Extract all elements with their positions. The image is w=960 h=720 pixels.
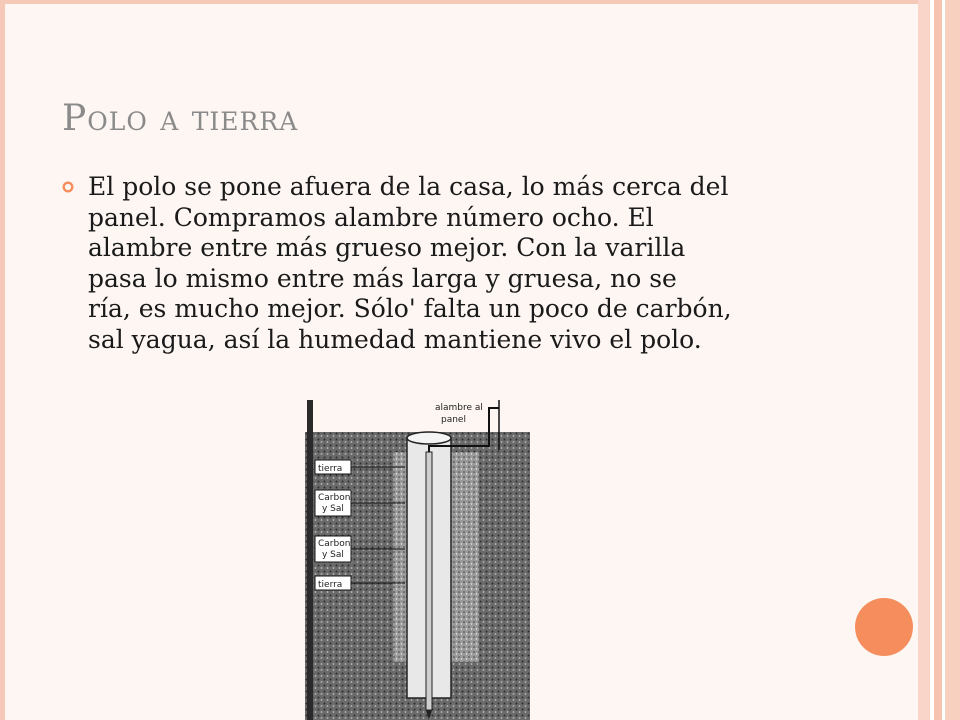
bullet-text: El polo se pone afuera de la casa, lo más cerca del panel. Compramos alambre número ocho. El alambre entre más grueso mejor. Con la varilla pasa lo mismo entre más larga y gruesa, no se ría, es mucho mejor. Sólo' falta un poco de carbón, sal yagua, así la humedad mantiene vivo el polo.	[88, 172, 732, 354]
slide-title: Polo a tierra	[62, 98, 299, 139]
slide-border-top	[0, 0, 918, 4]
right-border-strip	[918, 0, 930, 720]
diagram-label-carbon-salt-1: Carbon	[318, 493, 351, 503]
diagram-label-carbon-salt-1b: y Sal	[322, 504, 344, 514]
right-border-strip	[934, 0, 942, 720]
bullet-ring-icon	[62, 181, 74, 193]
slide-border-left	[0, 0, 5, 720]
grounding-rod-diagram	[293, 390, 538, 720]
diagram-label-panel: panel	[441, 415, 466, 425]
diagram-label-wire: alambre al	[435, 403, 483, 413]
diagram-label-soil-bottom: tierra	[318, 580, 343, 590]
decorative-orange-circle	[855, 598, 913, 656]
diagram-label-carbon-salt-2: Carbon	[318, 539, 351, 549]
right-border-strip	[945, 0, 960, 720]
diagram-label-soil-top: tierra	[318, 464, 343, 474]
diagram-label-carbon-salt-2b: y Sal	[322, 550, 344, 560]
